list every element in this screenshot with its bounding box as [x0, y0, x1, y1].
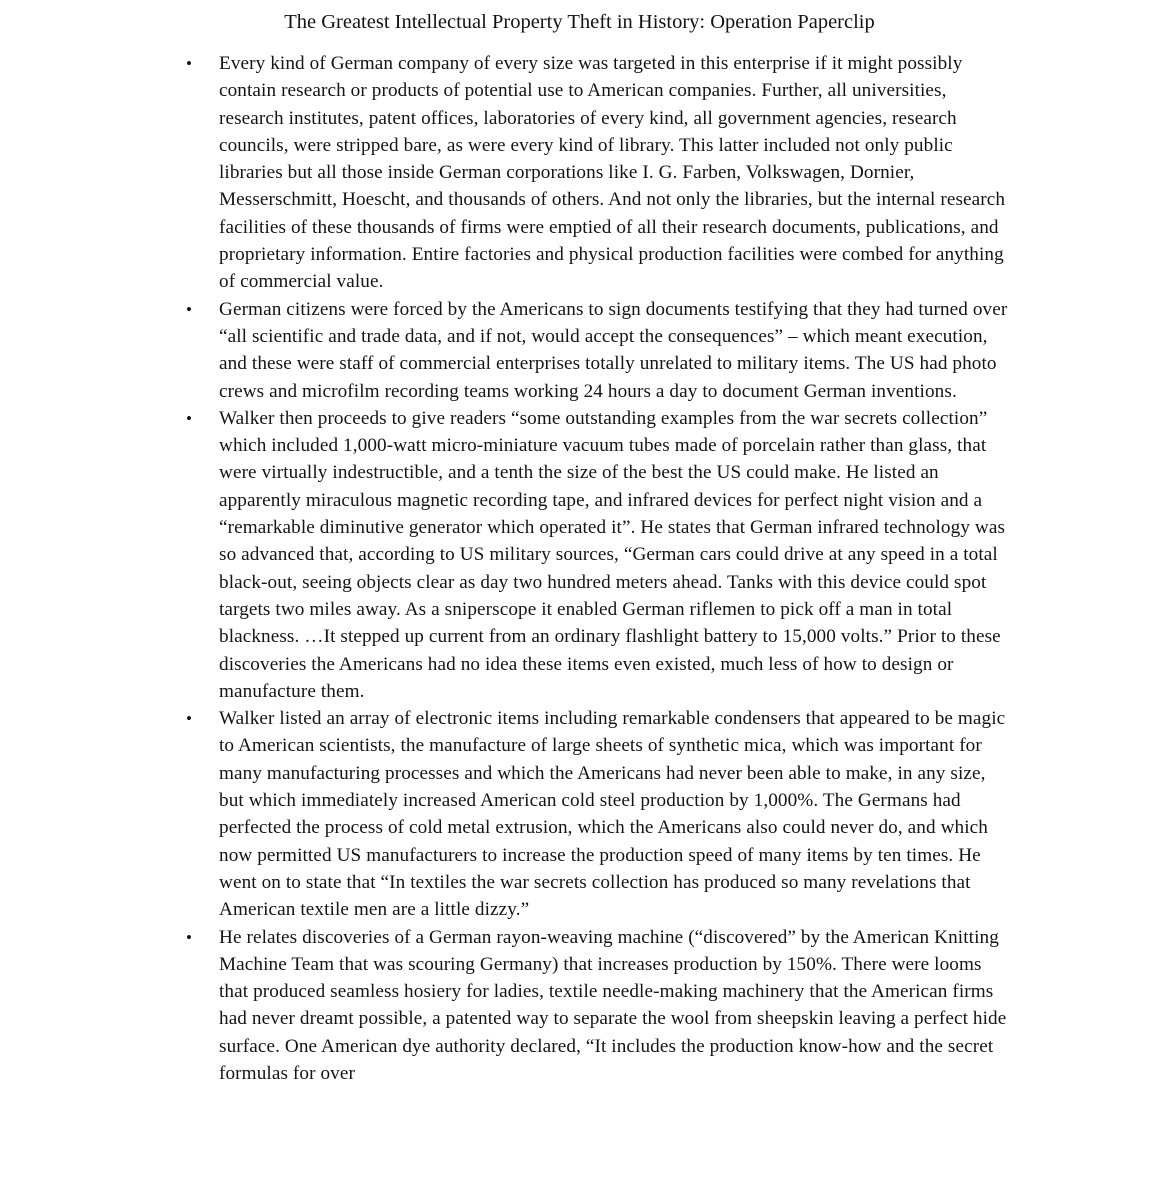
list-item — [186, 924, 1009, 1088]
list-item — [186, 405, 1009, 705]
bullet-text: Every kind of German company of every size was targeted in this enterprise if it might possibly contain research or products of potential use to American companies. Further, all universities, research institutes, patent offices, laboratories of every kind, all government agencies, research councils, were stripped bare, as were every kind of library. This latter included not only public libraries but all those inside German corporations like I. G. Farben, Volkswagen, Dornier, Messerschmitt, Hoescht, and thousands of others. And not only the libraries, but the internal research facilities of these thousands of firms were emptied of all their research documents, publications, and proprietary information. Entire factories and physical production facilities were combed for anything of commercial value. — [219, 53, 1006, 293]
bullet-icon: • — [186, 408, 192, 428]
bullet-icon: • — [186, 299, 192, 319]
bullet-list — [0, 50, 1159, 1087]
list-item — [186, 50, 1009, 296]
bullet-text: German citizens were forced by the Americans to sign documents testifying that they had turned over “all scientific and trade data, and if not, would accept the consequences” – which meant execution, and these were staff of commercial enterprises totally unrelated to military items. The US had photo crews and microfilm recording teams working 24 hours a day to document German inventions. — [219, 298, 1008, 402]
bullet-text: Walker then proceeds to give readers “some outstanding examples from the war secrets collection” which included 1,000-watt micro-miniature vacuum tubes made of porcelain rather than glass, that were virtually indestructible, and a tenth the size of the best the US could make. He listed an apparently miraculous magnetic recording tape, and infrared devices for perfect night vision and a “remarkable diminutive generator which operated it”. He states that German infrared technology was so advanced that, according to US military sources, “German cars could drive at any speed in a total black-out, seeing objects clear as day two hundred meters ahead. Tanks with this device could spot targets two miles away. As a sniperscope it enabled German riflemen to pick off a man in total blackness. …It stepped up current from an ordinary flashlight battery to 15,000 volts.” Prior to these discoveries the Americans had no idea these items even existed, much less of how to design or manufacture them. — [219, 407, 1006, 702]
bullet-text: Walker listed an array of electronic items including remarkable condensers that appeared to be magic to American scientists, the manufacture of large sheets of synthetic mica, which was important for many manufacturing processes and which the Americans had never been able to make, in any size, but which immediately increased American cold steel production by 1,000%. The Germans had perfected the process of cold metal extrusion, which the Americans also could never do, and which now permitted US manufacturers to increase the production speed of many items by ten times. He went on to state that “In textiles the war secrets collection has produced so many revelations that American textile men are a little dizzy.” — [219, 708, 1006, 921]
bullet-text: He relates discoveries of a German rayon-weaving machine (“discovered” by the American Knitting Machine Team that was scouring Germany) that increases production by 150%. There were looms that produced seamless hosiery for ladies, textile needle-making machinery that the American firms had never dreamt possible, a patented way to separate the wool from sheepskin leaving a perfect hide surface. One American dye authority declared, “It includes the production know-how and the secret formulas for over — [219, 926, 1007, 1084]
bullet-icon: • — [186, 54, 192, 73]
bullet-icon: • — [186, 709, 192, 729]
list-item — [186, 705, 1009, 923]
bullet-icon: • — [186, 927, 192, 947]
page-title: The Greatest Intellectual Property Theft in History: Operation Paperclip — [284, 11, 875, 33]
list-item — [186, 296, 1009, 405]
